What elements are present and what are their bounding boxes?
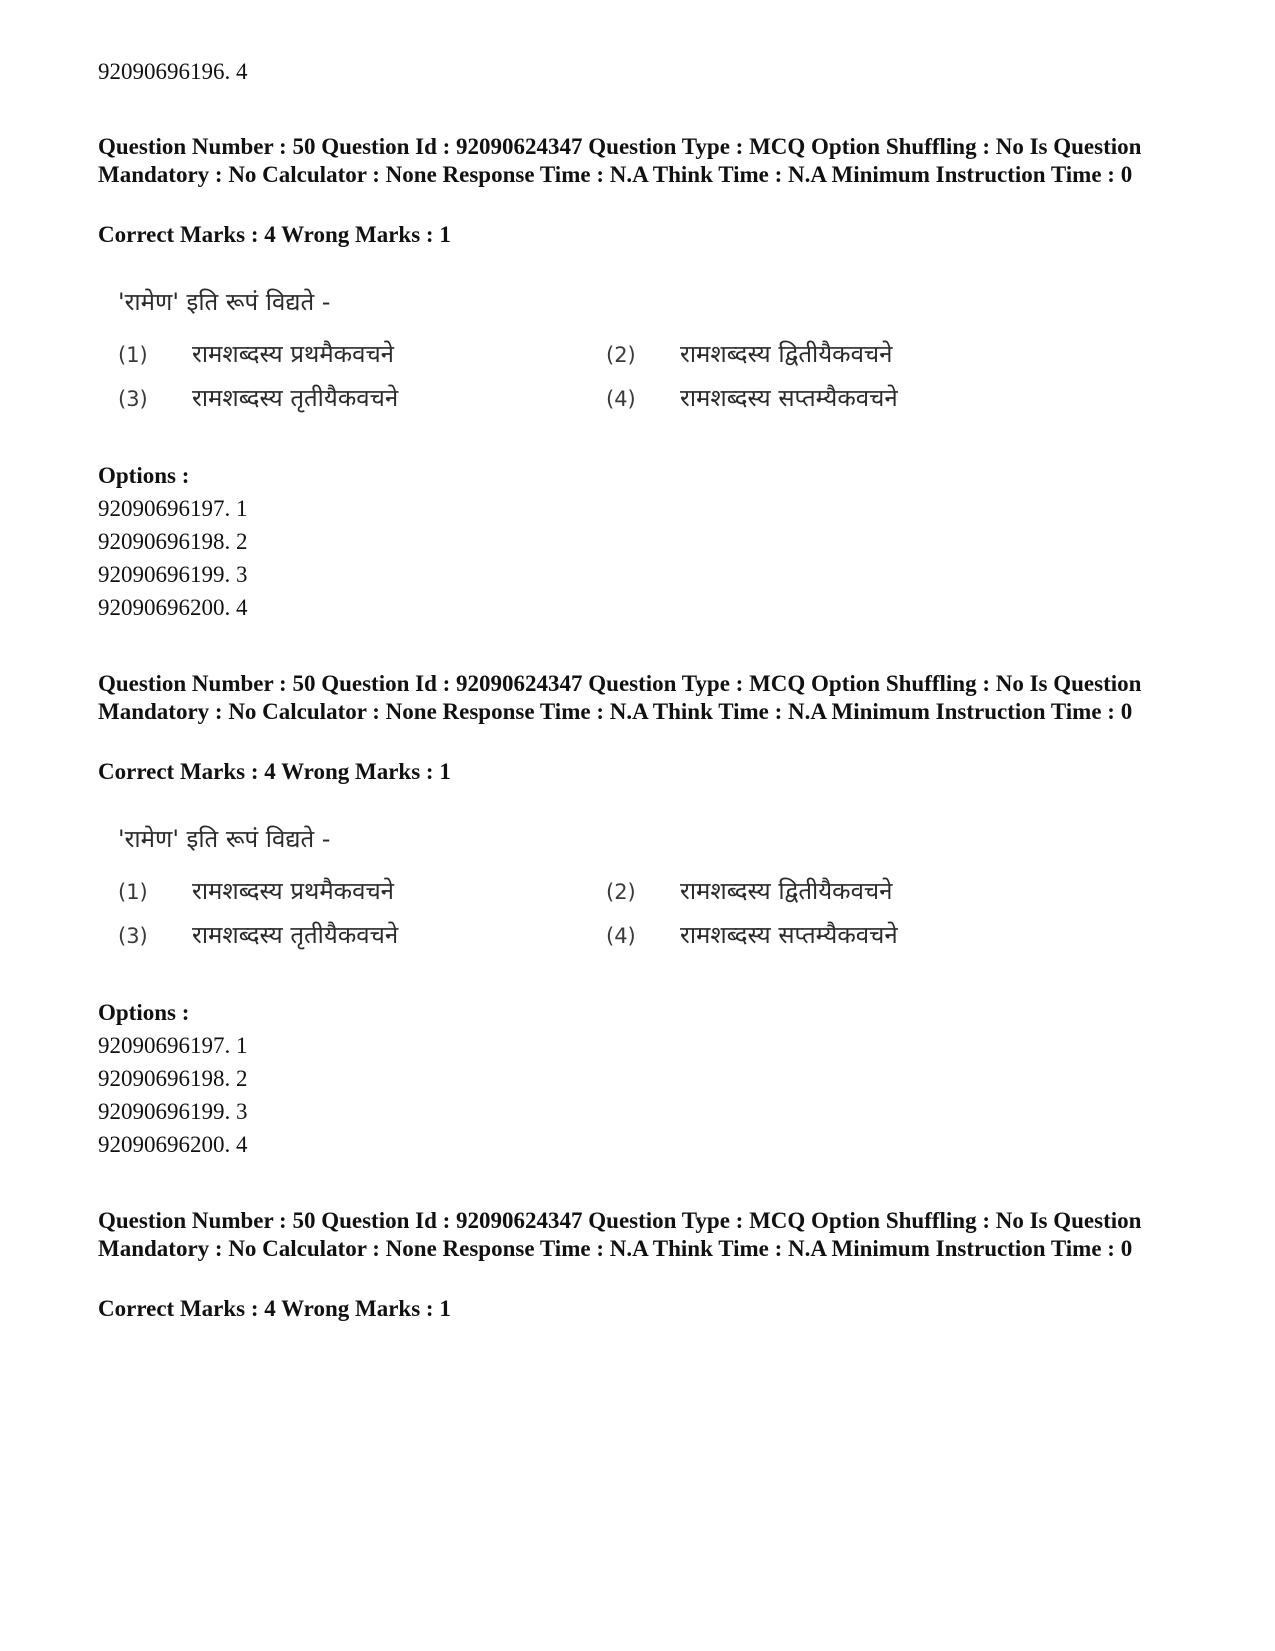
choice-3 bbox=[118, 382, 398, 415]
choice-3 bbox=[118, 919, 398, 952]
previous-option-line: 92090696196. 4 bbox=[98, 59, 248, 84]
options-label: Options : bbox=[98, 463, 190, 488]
choice-number: (4) bbox=[606, 387, 636, 411]
option-line: 92090696199. 3 bbox=[98, 562, 248, 587]
option-line: 92090696198. 2 bbox=[98, 529, 248, 554]
choice-text: रामशब्दस्य प्रथमैकवचने bbox=[192, 340, 395, 368]
question-meta: Question Number : 50 Question Id : 92090624347 Question Type : MCQ Option Shuffling : No Is Question Mandatory : No Calculator : None Response Time : N.A Think Time : N.A Minimum Instruction Time : 0 bbox=[98, 671, 1142, 724]
choice-text: रामशब्दस्य सप्तम्यैकवचने bbox=[680, 921, 898, 949]
question-text: 'रामेण' इति रूपं विद्यते - bbox=[118, 825, 331, 853]
choice-number: (3) bbox=[118, 387, 148, 411]
choice-number: (3) bbox=[118, 924, 148, 948]
choice-4 bbox=[606, 382, 898, 415]
option-line: 92090696200. 4 bbox=[98, 1132, 248, 1157]
question-image bbox=[110, 286, 990, 436]
choice-number: (1) bbox=[118, 343, 148, 367]
marks-line: Correct Marks : 4 Wrong Marks : 1 bbox=[98, 759, 451, 784]
choice-1 bbox=[118, 875, 394, 908]
option-line: 92090696199. 3 bbox=[98, 1099, 248, 1124]
choice-text: रामशब्दस्य प्रथमैकवचने bbox=[192, 877, 395, 905]
question-image bbox=[110, 823, 990, 973]
choice-2 bbox=[606, 338, 893, 371]
question-meta: Question Number : 50 Question Id : 92090624347 Question Type : MCQ Option Shuffling : No Is Question Mandatory : No Calculator : None Response Time : N.A Think Time : N.A Minimum Instruction Time : 0 bbox=[98, 1208, 1142, 1261]
choice-text: रामशब्दस्य द्वितीयैकवचने bbox=[680, 877, 893, 905]
option-line: 92090696197. 1 bbox=[98, 1033, 248, 1058]
question-meta: Question Number : 50 Question Id : 92090624347 Question Type : MCQ Option Shuffling : No Is Question Mandatory : No Calculator : None Response Time : N.A Think Time : N.A Minimum Instruction Time : 0 bbox=[98, 134, 1142, 187]
choice-text: रामशब्दस्य द्वितीयैकवचने bbox=[680, 340, 893, 368]
option-line: 92090696197. 1 bbox=[98, 496, 248, 521]
choice-number: (4) bbox=[606, 924, 636, 948]
choice-2 bbox=[606, 875, 893, 908]
question-text: 'रामेण' इति रूपं विद्यते - bbox=[118, 288, 331, 316]
choice-4 bbox=[606, 919, 898, 952]
option-line: 92090696198. 2 bbox=[98, 1066, 248, 1091]
choice-number: (2) bbox=[606, 880, 636, 904]
choice-number: (2) bbox=[606, 343, 636, 367]
choice-text: रामशब्दस्य तृतीयैकवचने bbox=[192, 384, 399, 412]
option-line: 92090696200. 4 bbox=[98, 595, 248, 620]
choice-1 bbox=[118, 338, 394, 371]
choice-number: (1) bbox=[118, 880, 148, 904]
choice-text: रामशब्दस्य सप्तम्यैकवचने bbox=[680, 384, 898, 412]
marks-line: Correct Marks : 4 Wrong Marks : 1 bbox=[98, 1296, 451, 1321]
marks-line: Correct Marks : 4 Wrong Marks : 1 bbox=[98, 222, 451, 247]
choice-text: रामशब्दस्य तृतीयैकवचने bbox=[192, 921, 399, 949]
options-label: Options : bbox=[98, 1000, 190, 1025]
